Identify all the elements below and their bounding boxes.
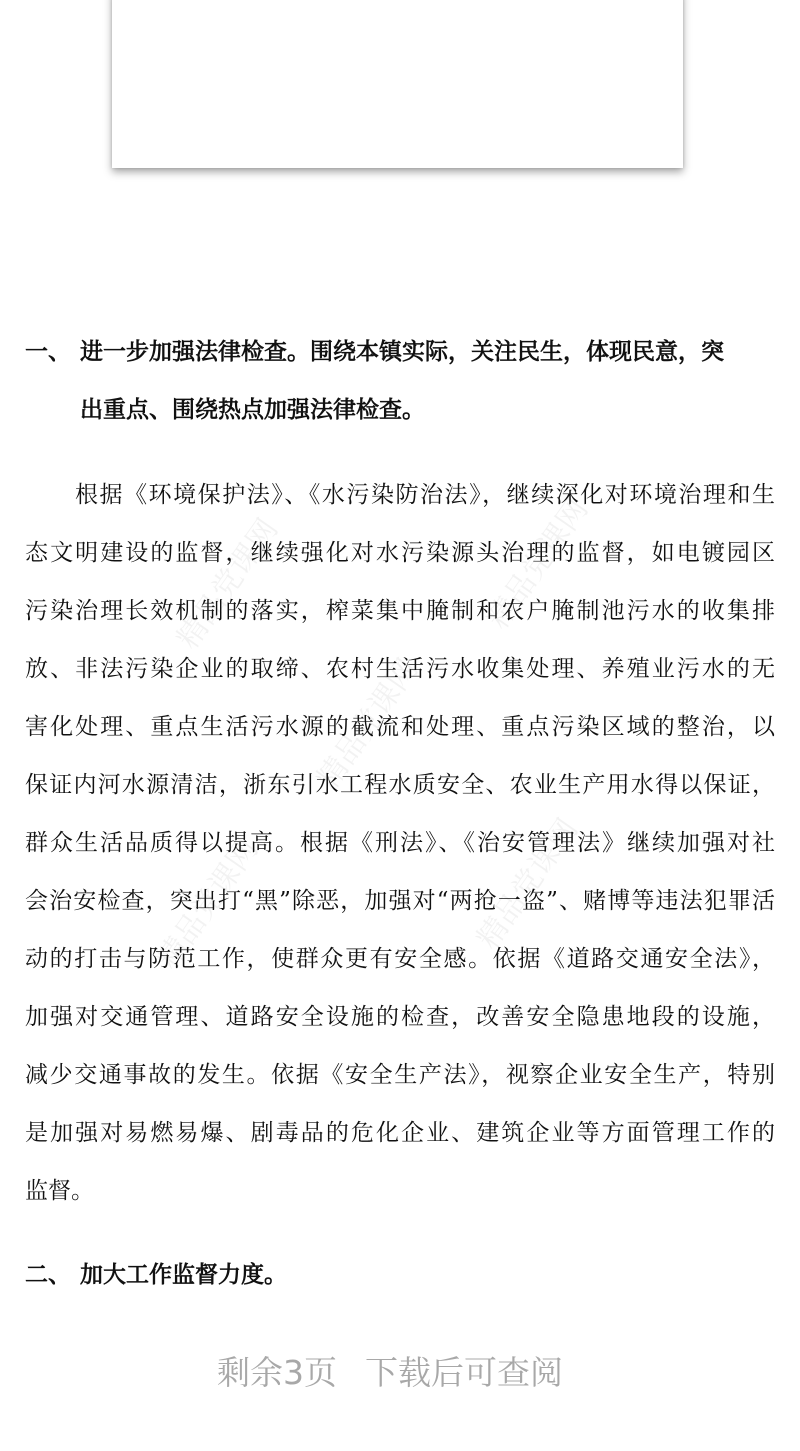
section1-heading-line1: 进一步加强法律检查。围绕本镇实际，关注民生，体现民意，突 (80, 339, 724, 365)
watermark: 精品党课网 (480, 492, 596, 636)
download-prompt[interactable] (0, 1352, 780, 1394)
section2-number: 二、 (25, 1262, 71, 1288)
paragraph-line: 根据《环境保护法》、《水污染防治法》，继续深化对环境治理和生 (75, 482, 775, 508)
paragraph-line: 态文明建设的监督，继续强化对水污染源头治理的监督，如电镀园区 (25, 540, 775, 566)
preview-card (112, 0, 683, 168)
remaining-pages-label: 剩余3页 (217, 1353, 337, 1392)
paragraph-line: 保证内河水源清洁，浙东引水工程水质安全、农业生产用水得以保证， (25, 772, 775, 798)
paragraph-line: 减少交通事故的发生。依据《安全生产法》，视察企业安全生产，特别 (25, 1062, 775, 1088)
paragraph-line: 加强对交通管理、道路安全设施的检查，改善安全隐患地段的设施， (25, 1004, 775, 1030)
paragraph-line: 会治安检查，突出打“黑”除恶，加强对“两抢一盗”、赌博等违法犯罪活 (25, 888, 775, 914)
paragraph-line: 放、非法污染企业的取缔、农村生活污水收集处理、养殖业污水的无 (25, 656, 775, 682)
paragraph-line: 群众生活品质得以提高。根据《刑法》、《治安管理法》继续加强对社 (25, 830, 775, 856)
paragraph-line: 是加强对易燃易爆、剧毒品的危化企业、建筑企业等方面管理工作的 (25, 1120, 775, 1146)
paragraph-line: 动的打击与防范工作，使群众更有安全感。依据《道路交通安全法》， (25, 946, 775, 972)
watermark: 精品党课网 (150, 832, 266, 976)
paragraph-line: 监督。 (25, 1178, 94, 1204)
download-hint-label: 下载后可查阅 (365, 1353, 563, 1392)
section2-heading: 加大工作监督力度。 (80, 1262, 287, 1288)
watermark: 精品党课网 (170, 512, 286, 656)
paragraph-line: 害化处理、重点生活污水源的截流和处理、重点污染区域的整治，以 (25, 714, 775, 740)
watermark: 精品党课网 (470, 812, 586, 956)
watermark: 精品党课网 (310, 652, 426, 796)
section1-number: 一、 (25, 339, 71, 365)
paragraph-line: 污染治理长效机制的落实，榨菜集中腌制和农户腌制池污水的收集排 (25, 598, 775, 624)
section1-heading-line2: 出重点、围绕热点加强法律检查。 (80, 397, 425, 423)
